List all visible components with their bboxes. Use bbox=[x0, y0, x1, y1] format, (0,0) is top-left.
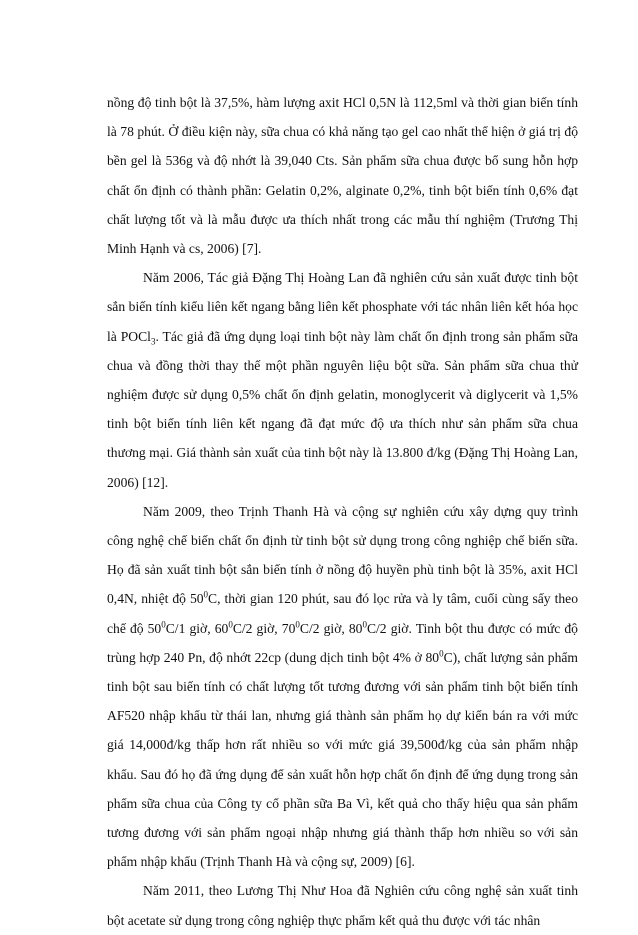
paragraph-4 bbox=[107, 876, 578, 934]
superscript: 0 bbox=[161, 619, 166, 630]
text-run: C/2 giờ, 70 bbox=[232, 620, 296, 636]
superscript: 0 bbox=[295, 619, 300, 630]
text-run: C, thời gian 120 phút, sau đó lọc rửa và ly tâm, cuối cùng sấy theo chế độ 50 bbox=[107, 591, 578, 636]
superscript: 0 bbox=[228, 619, 233, 630]
superscript: 0 bbox=[203, 589, 209, 600]
text-run: Năm 2006, Tác giả Đặng Thị Hoàng Lan đã nghiên cứu sản xuất được tinh bột sắn biến tính kiểu liên kết ngang bằng liên kết phosphate với tác nhân liên kết hóa học là POCl bbox=[107, 270, 578, 344]
text-run: nồng độ tinh bột là 37,5%, hàm lượng axit HCl 0,5N là 112,5ml và thời gian biến tính là 78 phút. Ở điều kiện này, sữa chua có khả năng tạo gel cao nhất thể hiện ở giá trị độ bền gel là 536g và độ nhớt là 39,040 Cts. Sản phẩm sữa chua được bổ sung hỗn hợp chất ổn định có thành phần: Gelatin 0,2%, alginate 0,2%, tinh bột biến tính 0,6% đạt chất lượng tốt và là mẫu được ưa thích nhất trong các mẫu thí nghiệm (Trương Thị Minh Hạnh và cs, 2006) [7]. bbox=[107, 95, 578, 257]
text-run: Năm 2009, theo Trịnh Thanh Hà và cộng sự nghiên cứu xây dựng quy trình công nghệ chế biến chất ổn định từ tinh bột sử dụng trong công nghiệp chế biến sữa. Họ đã sản xuất tinh bột sắn biến tính ở nồng độ huyền phù tinh bột là 35%, axit HCl 0,4N, nhiệt độ 50 bbox=[107, 503, 578, 607]
superscript: 0 bbox=[362, 619, 367, 630]
subscript: 3 bbox=[150, 336, 156, 347]
document-page bbox=[107, 88, 578, 935]
text-run: C/1 giờ, 60 bbox=[165, 620, 229, 636]
paragraph-3 bbox=[107, 497, 578, 877]
superscript: 0 bbox=[439, 648, 444, 659]
text-run: C/2 giờ, 80 bbox=[299, 620, 363, 636]
text-run: C), chất lượng sản phẩm tinh bột sau biến tính có chất lượng tốt tương đương với sản phẩm tinh bột biến tính AF520 nhập khẩu từ thái lan, nhưng giá thành sản phẩm họ dự kiến bán ra với mức giá 14,000đ/kg thấp hơn rất nhiều so với mức giá 39,500đ/kg của sản phẩm nhập khẩu. Sau đó họ đã ứng dụng để sản xuất hỗn hợp chất ổn định để ứng dụng trong sản phẩm sữa chua của Công ty cổ phần sữa Ba Vì, kết quả cho thấy hiệu qua sản phẩm tương đương với sản phẩm ngoại nhập nhưng giá thành thấp hơn nhiều so với sản phẩm nhập khẩu (Trịnh Thanh Hà và cộng sự, 2009) [6]. bbox=[107, 649, 579, 870]
text-run: Năm 2011, theo Lương Thị Như Hoa đã Nghiên cứu công nghệ sản xuất tinh bột acetate sử dụng trong công nghiệp thực phẩm kết quả thu được với tác nhân bbox=[107, 883, 578, 928]
text-run: . Tác giả đã ứng dụng loại tinh bột này làm chất ổn định trong sản phẩm sữa chua và đồng thời thay thế một phần nguyên liệu bột sữa. Sản phẩm sữa chua thử nghiệm được sử dụng 0,5% chất ổn định gelatin, monoglycerit và diglycerit và 1,5% tinh bột biến tính liên kết ngang đã đạt mức độ ưa thích như sản phẩm sữa chua thương mại. Giá thành sản xuất của tinh bột này là 13.800 đ/kg (Đặng Thị Hoàng Lan, 2006) [12]. bbox=[107, 328, 579, 490]
paragraph-2 bbox=[107, 263, 578, 497]
paragraph-1 bbox=[107, 88, 578, 263]
text-run: C/2 giờ. Tinh bột thu được có mức độ trùng hợp 240 Pn, độ nhớt 22cp (dung dịch tinh bột 4% ở 80 bbox=[107, 620, 578, 665]
